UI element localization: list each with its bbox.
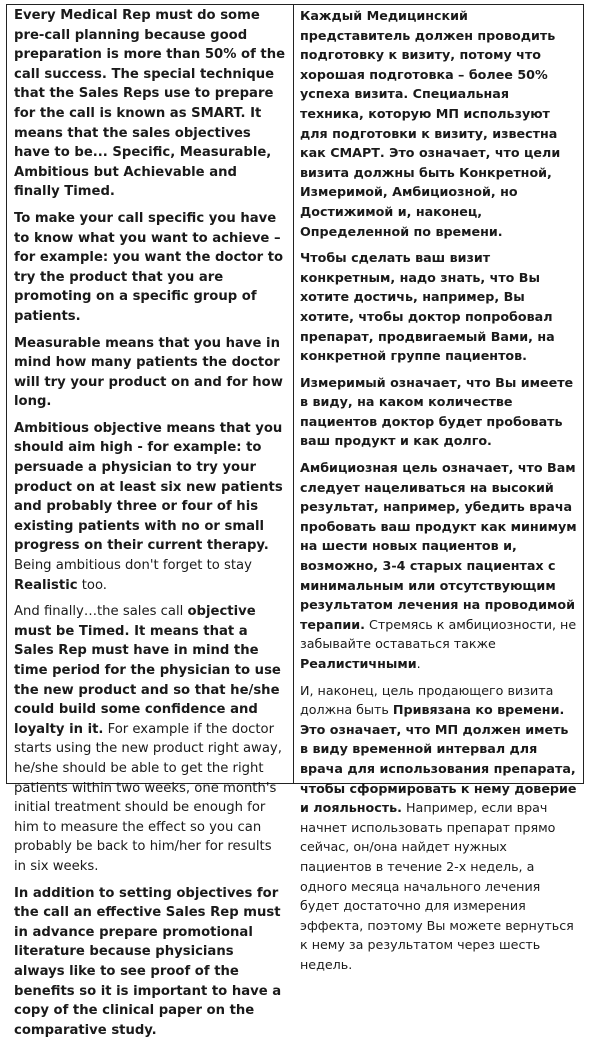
russian-column bbox=[294, 5, 583, 972]
paragraph-ambitious bbox=[14, 419, 287, 595]
paragraph-literature: In addition to setting objectives for the call an effective Sales Rep must in advance prepare promotional literature because physicians always like to see proof of the benefits so it is important to have a copy of the clinical paper on the comparative study. bbox=[14, 885, 282, 1038]
paragraph-measurable: Measurable means that you have in mind how many patients the doctor will try your product on and for how long. bbox=[14, 335, 283, 410]
paragraph-specific: To make your call specific you have to know what you want to achieve – for example: you want the doctor to try the product that you are promoting on a specific group of patients. bbox=[14, 210, 284, 324]
timed-intro-text-ru: И, наконец, цель продающего визита должна быть bbox=[300, 682, 554, 718]
timed-bold-text: objective must be Timed. It means that a Sales Rep must have in mind the time period for the physician to use the new product and so that he/she could build some confidence and loyalty in it. bbox=[14, 604, 281, 737]
ambitious-end-text: too. bbox=[77, 577, 107, 593]
bilingual-table bbox=[6, 4, 584, 1038]
paragraph-timed-ru bbox=[300, 681, 577, 975]
paragraph-ambitious-ru bbox=[300, 458, 577, 674]
ambitious-end-text-ru: . bbox=[416, 656, 421, 671]
ambitious-normal-text: Being ambitious don't forget to stay bbox=[14, 558, 252, 574]
paragraph-specific-ru: Чтобы сделать ваш визит конкретным, надо знать, что Вы хотите достичь, например, Вы хотите, чтобы доктор попробовал препарат, продвигаемый Вами, на конкретной группе пациентов. bbox=[300, 250, 555, 364]
ambitious-bold-text: Ambitious objective means that you should aim high - for example: to persuade a physician to try your product on at least six new patients and probably three or four of his existing patients with no or small progress on their current therapy. bbox=[14, 420, 283, 554]
realistic-bold-text-ru: Реалистичными bbox=[300, 656, 417, 671]
ambitious-normal-text-ru: Стремясь к амбициозности, не забывайте оставаться также bbox=[300, 616, 577, 652]
paragraph-timed bbox=[14, 602, 287, 876]
timed-example-text-ru: Например, если врач начнет использовать препарат прямо сейчас, он/она найдет нужных пациентов в течение 2-х недель, а одного месяца начального лечения будет достаточно для измерения эффекта, поэтому Вы можете вернуться к нему за результатом через шесть недель. bbox=[300, 800, 574, 972]
english-column bbox=[7, 5, 294, 1038]
paragraph-measurable-ru: Измеримый означает, что Вы имеете в виду, на каком количестве пациентов доктор будет пробовать ваш продукт и как долго. bbox=[300, 374, 574, 449]
realistic-bold-text: Realistic bbox=[14, 577, 78, 593]
paragraph-smart-intro-ru: Каждый Медицинский представитель должен проводить подготовку к визиту, потому что хорошая подготовка – более 50% успеха визита. Специальная техника, которую МП используют для подготовки к визиту, известна как СМАРТ. Это означает, что цели визита должны быть Конкретной, Измеримой, Амбициозной, но Достижимой и, наконец, Определенной по времени. bbox=[300, 8, 561, 239]
timed-bold-text-ru: Привязана ко времени. Это означает, что МП должен иметь в виду временной интервал для врача для использования препарата, чтобы сформировать к нему доверие и лояльность. bbox=[300, 702, 577, 816]
timed-example-text: For example if the doctor starts using the new product right away, he/she should be able to get the right patients within two weeks, one month's initial treatment should be enough for him to measure the effect so you can probably be back to him/her for results in six weeks. bbox=[14, 721, 282, 874]
paragraph-smart-intro: Every Medical Rep must do some pre-call planning because good preparation is more than 50% of the call success. The special technique that the Sales Reps use to prepare for the call is known as SMART. It means that the sales objectives have to be... Specific, Measurable, Ambitious but Achievable and finally Timed. bbox=[14, 8, 286, 200]
ambitious-bold-text-ru: Амбициозная цель означает, что Вам следует нацеливаться на высокий результат, например, убедить врача пробовать ваш продукт как минимум на шести новых пациентов и, возможно, 3-4 старых пациентах с минимальным или отсутствующим результатом лечения на проводимой терапии. bbox=[300, 460, 577, 632]
timed-intro-text: And finally…the sales call bbox=[14, 604, 188, 620]
